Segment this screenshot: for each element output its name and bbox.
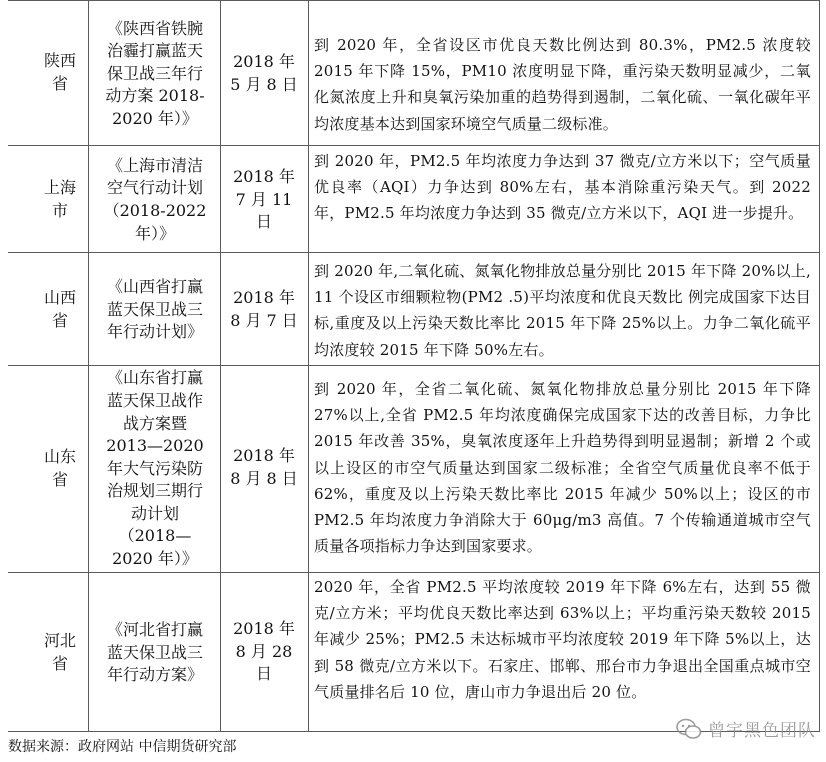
row-divider (8, 365, 820, 366)
plan-cell: 《山东省打赢蓝天保卫战作战方案暨 2013—2020 年大气污染防治规划三期行动计划（2018—2020 年）》 (106, 368, 204, 569)
policy-table (8, 0, 820, 762)
target-content-cell: 到 2020 年，全省二氧化硫、氮氧化物排放总量分别比 2015 年下降 27%以上,全省 PM2.5 年均浓度确保完成国家下达的改善目标，力争比 2015 年改善 35%，臭氧浓度逐年上升趋势得到明显遏制；新增 2 个或以上设区的市空气质量达到国家二级标准；全省空气质量优良率不低于 62%，重度及以上污染天数比率比 2015 年减少 50%以上；设区的市 PM2.5 年均浓度力争消除大于 60μg/m3 高值。7 个传输通道城市空气质量各项指标力争达到国家要求。 (314, 380, 811, 556)
table-row (32, 258, 88, 362)
plan-cell: 《陕西省铁腕治霾打赢蓝天保卫战三年行动方案 2018-2020 年）》 (105, 18, 205, 128)
row-divider (8, 145, 820, 146)
column-divider (819, 0, 820, 731)
date-cell: 2018 年 8 月 7 日 (230, 288, 298, 330)
row-divider (8, 572, 820, 573)
plan-cell: 《上海市清洁空气行动计划（2018-2022 年）》 (103, 155, 207, 243)
target-content-cell: 到 2020 年,二氧化硫、氮氧化物排放总量分别比 2015 年下降 20%以上, 11 个设区市细颗粒物(PM2 .5)平均浓度和优良天数比 例完成国家下达目标,重度及以上污染天数比率比 2015 年下降 25%以上。力争二氧化硫平均浓度较 2015 年下降 50%左右。 (314, 262, 811, 359)
table-row (32, 150, 88, 250)
province-cell: 陕西省 (43, 51, 76, 93)
watermark (676, 716, 816, 741)
target-content-cell: 到 2020 年，全省设区市优良天数比例达到 80.3%，PM2.5 浓度较 2015 年下降 15%，PM10 浓度明显下降，重污染天数明显减少，二氧化氮浓度上升和臭氧污染加重的趋势得到遏制，二氧化硫、一氧化碳年平均浓度基本达到国家环境空气质量二级标准。 (314, 36, 811, 133)
plan-cell: 《河北省打赢蓝天保卫战三年行动方案》 (106, 620, 203, 685)
date-cell: 2018 年 8 月 28 日 (233, 619, 295, 684)
date-cell: 2018 年 5 月 8 日 (230, 52, 298, 94)
column-divider (220, 0, 221, 731)
source-note: 数据来源：政府网站 中信期货研究部 (8, 739, 237, 755)
province-cell: 山西省 (43, 288, 76, 330)
wechat-icon (676, 718, 702, 740)
province-cell: 山东省 (43, 447, 76, 489)
province-cell: 上海市 (43, 178, 76, 220)
target-content-cell: 到 2020 年，PM2.5 年均浓度力争达到 37 微克/立方米以下；空气质量优良率（AQI）力争达到 80%左右，基本消除重污染天气。到 2022 年，PM2.5 年均浓度力争达到 35 微克/立方米以下，AQI 进一步提升。 (314, 152, 811, 223)
date-cell: 2018 年 7 月 11 日 (233, 167, 295, 232)
column-divider (88, 0, 89, 731)
watermark-text: 曾宇黑色团队 (708, 721, 816, 741)
plan-cell: 《山西省打赢蓝天保卫战三年行动计划》 (106, 277, 203, 342)
table-row (32, 370, 88, 568)
table-row (32, 14, 88, 132)
province-cell: 河北省 (43, 631, 76, 673)
column-divider (308, 0, 309, 731)
row-divider (8, 252, 820, 253)
table-row (32, 578, 88, 728)
target-content-cell: 2020 年，全省 PM2.5 平均浓度较 2019 年下降 6%左右，达到 55 微克/立方米；平均优良天数比率达到 63%以上；平均重污染天数较 2015 年减少 25%；PM2.5 未达标城市平均浓度较 2019 年下降 5%以上，达到 58 微克/立方米以下。石家庄、邯郸、邢台市力争退出全国重点城市空气质量排名后 10 位，唐山市力争退出后 20 位。 (314, 578, 811, 701)
table-top-border (8, 0, 820, 1)
date-cell: 2018 年 8 月 8 日 (230, 446, 298, 488)
